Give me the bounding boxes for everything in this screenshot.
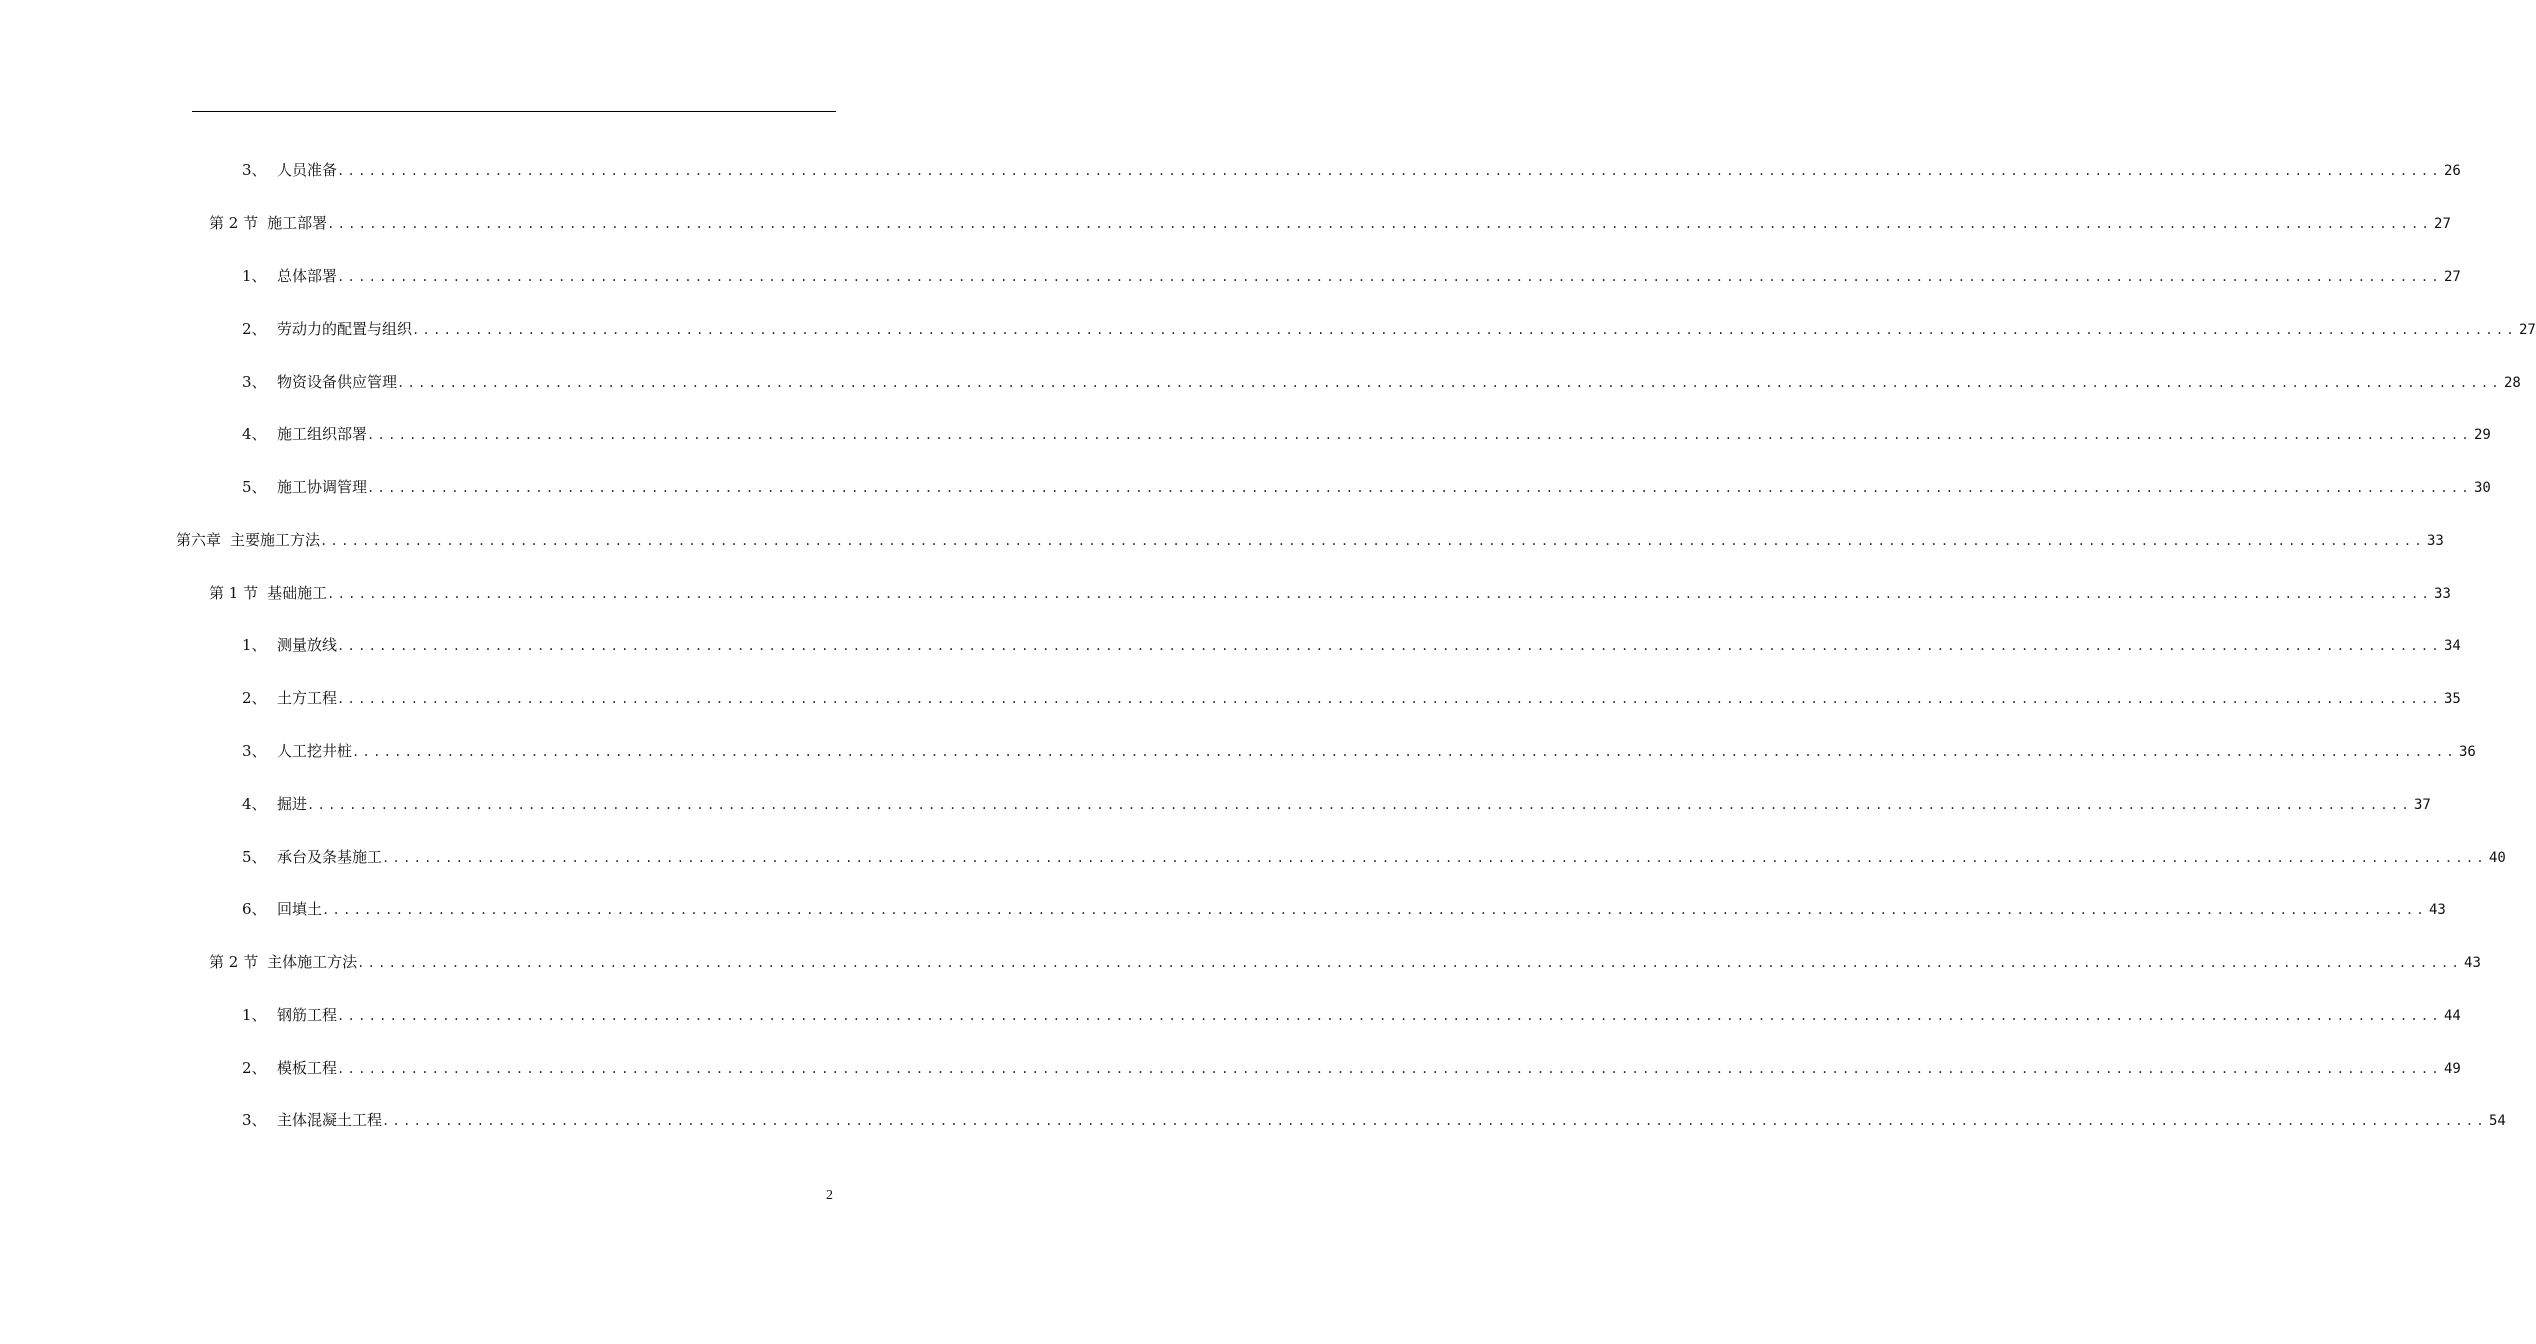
toc-entry — [209, 581, 2451, 605]
dot-leader: ........................................................................................................................................................................................................ — [322, 903, 2427, 917]
toc-entry-number: 3、 — [242, 1111, 267, 1129]
toc-entry-title: 主体施工方法 — [267, 953, 358, 971]
toc-entry-page: 27 — [2434, 216, 2451, 232]
toc-entry — [176, 528, 2444, 552]
toc-entry-number: 5、 — [242, 478, 267, 496]
toc-entry-number: 1、 — [242, 636, 267, 654]
toc-entry-number: 4、 — [242, 795, 267, 813]
dot-leader: ........................................................................................................................................................................................................ — [307, 798, 2412, 812]
toc-entry-title: 掘进 — [277, 795, 308, 813]
toc-entry-number: 第 1 节 — [209, 584, 259, 602]
toc-entry-page: 26 — [2443, 163, 2461, 179]
toc-entry-page: 34 — [2443, 638, 2461, 654]
toc-entry-page: 54 — [2488, 1113, 2506, 1129]
dot-leader: ........................................................................................................................................................................................................ — [352, 745, 2457, 759]
toc-entry-number: 2、 — [242, 689, 267, 707]
dot-leader: ........................................................................................................................................................................................................ — [327, 217, 2433, 231]
toc-entry-number: 第 2 节 — [209, 953, 259, 971]
dot-leader: ........................................................................................................................................................................................................ — [320, 534, 2425, 548]
toc-entry — [242, 792, 2431, 816]
toc-entry — [242, 845, 2506, 869]
toc-entry-number: 3、 — [242, 742, 267, 760]
toc-entry-number: 2、 — [242, 1059, 267, 1077]
toc-entry-title: 模板工程 — [277, 1059, 338, 1077]
toc-entry-page: 44 — [2443, 1008, 2461, 1024]
toc-entry-page: 30 — [2473, 480, 2491, 496]
toc-entry-number: 4、 — [242, 425, 267, 443]
toc-entry-number: 3、 — [242, 373, 267, 391]
toc-entry — [242, 739, 2476, 763]
toc-entry-page: 40 — [2488, 850, 2506, 866]
toc-entry-number: 3、 — [242, 161, 267, 179]
toc-entry-number: 第六章 — [176, 531, 222, 549]
toc-entry-page: 43 — [2428, 902, 2446, 918]
toc-entry — [242, 158, 2461, 182]
toc-entry-title: 钢筋工程 — [277, 1006, 338, 1024]
dot-leader: ........................................................................................................................................................................................................ — [327, 587, 2433, 601]
toc-entry — [209, 950, 2481, 974]
toc-entry-page: 43 — [2464, 955, 2481, 971]
toc-entry-title: 劳动力的配置与组织 — [277, 320, 413, 338]
toc-entry-number: 6、 — [242, 900, 267, 918]
toc-entry — [242, 1108, 2506, 1132]
toc-entry-title: 主要施工方法 — [230, 531, 321, 549]
dot-leader: ........................................................................................................................................................................................................ — [382, 1114, 2487, 1128]
toc-entry — [242, 370, 2521, 394]
dot-leader: ........................................................................................................................................................................................................ — [337, 1062, 2442, 1076]
toc-entry-title: 总体部署 — [277, 267, 338, 285]
toc-entry-title: 施工组织部署 — [277, 425, 368, 443]
toc-entry-page: 37 — [2413, 797, 2431, 813]
toc-entry-page: 27 — [2443, 269, 2461, 285]
toc-entry — [242, 686, 2461, 710]
dot-leader: ........................................................................................................................................................................................................ — [337, 164, 2442, 178]
dot-leader: ........................................................................................................................................................................................................ — [367, 481, 2472, 495]
toc-entry-title: 测量放线 — [277, 636, 338, 654]
toc-entry-title: 土方工程 — [277, 689, 338, 707]
toc-entry-page: 33 — [2426, 533, 2444, 549]
dot-leader: ........................................................................................................................................................................................................ — [357, 956, 2463, 970]
toc-entry-title: 人工挖井桩 — [277, 742, 353, 760]
dot-leader: ........................................................................................................................................................................................................ — [337, 692, 2442, 706]
toc-entry-title: 人员准备 — [277, 161, 338, 179]
toc-entry-page: 28 — [2503, 375, 2521, 391]
dot-leader: ........................................................................................................................................................................................................ — [337, 639, 2442, 653]
toc-entry-number: 第 2 节 — [209, 214, 259, 232]
toc-entry-page: 49 — [2443, 1061, 2461, 1077]
dot-leader: ........................................................................................................................................................................................................ — [337, 1009, 2442, 1023]
toc-entry — [242, 1003, 2461, 1027]
dot-leader: ........................................................................................................................................................................................................ — [337, 270, 2442, 284]
dot-leader: ........................................................................................................................................................................................................ — [412, 323, 2517, 337]
page-number: 2 — [826, 1188, 833, 1203]
toc-entry — [242, 633, 2461, 657]
toc-entry-number: 1、 — [242, 267, 267, 285]
dot-leader: ........................................................................................................................................................................................................ — [382, 851, 2487, 865]
toc-entry-page: 33 — [2434, 586, 2451, 602]
toc-entry — [242, 1056, 2461, 1080]
toc-entry-title: 承台及条基施工 — [277, 848, 383, 866]
toc-entry-title: 施工部署 — [267, 214, 328, 232]
toc-entry-number: 1、 — [242, 1006, 267, 1024]
toc-entry — [242, 422, 2491, 446]
toc-entry — [242, 897, 2446, 921]
toc-entry-page: 35 — [2443, 691, 2461, 707]
toc-entry-title: 主体混凝土工程 — [277, 1111, 383, 1129]
toc-entry-page: 27 — [2518, 322, 2536, 338]
toc-entry-number: 5、 — [242, 848, 267, 866]
toc-entry-title: 基础施工 — [267, 584, 328, 602]
toc-entry-title: 回填土 — [277, 900, 323, 918]
dot-leader: ........................................................................................................................................................................................................ — [397, 376, 2502, 390]
toc-entry — [209, 211, 2451, 235]
toc-entry — [242, 475, 2491, 499]
toc-entry-title: 物资设备供应管理 — [277, 373, 398, 391]
toc-entry-page: 29 — [2473, 427, 2491, 443]
toc-entry-page: 36 — [2458, 744, 2476, 760]
toc-entry — [242, 264, 2461, 288]
toc-entry — [242, 317, 2536, 341]
dot-leader: ........................................................................................................................................................................................................ — [367, 428, 2472, 442]
toc-entry-number: 2、 — [242, 320, 267, 338]
toc-entry-title: 施工协调管理 — [277, 478, 368, 496]
